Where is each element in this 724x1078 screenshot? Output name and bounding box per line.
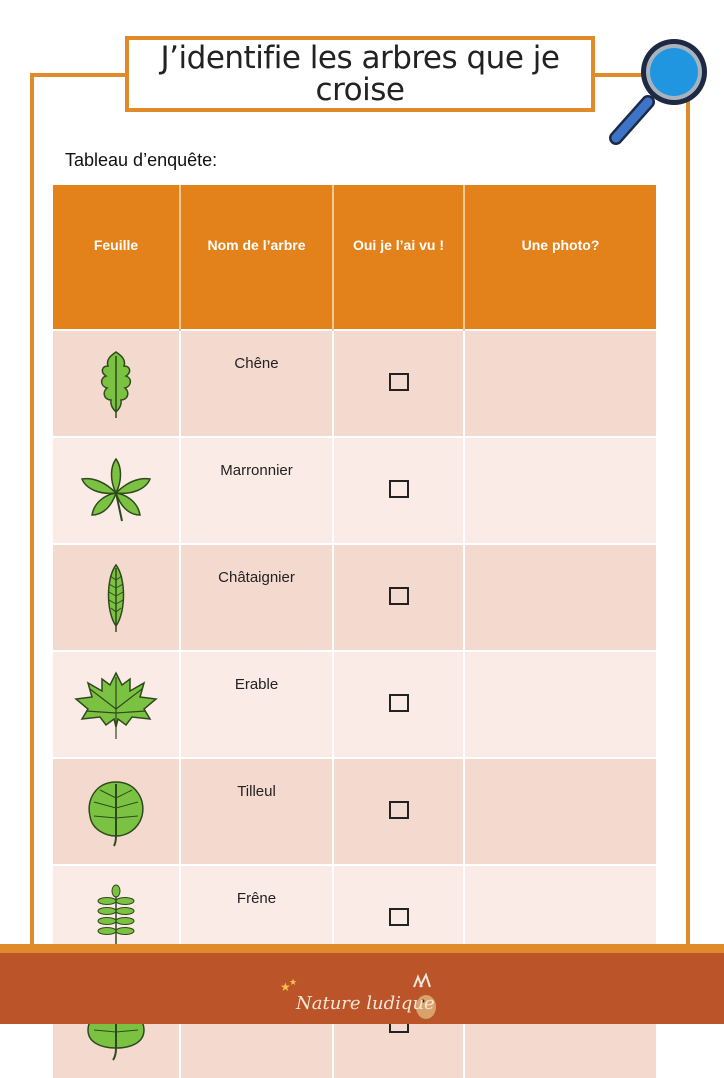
seen-checkbox[interactable] — [389, 801, 409, 819]
chestnut-horse-leaf-icon — [70, 455, 162, 527]
photo-cell[interactable] — [464, 437, 656, 544]
svg-text:★: ★ — [289, 978, 298, 988]
seen-cell — [333, 544, 464, 651]
footer-bar — [0, 944, 724, 1024]
page-title: J’identifie les arbres que je croise — [160, 40, 560, 108]
seen-cell — [333, 651, 464, 758]
leaf-cell — [53, 544, 180, 651]
seen-cell — [333, 330, 464, 437]
seen-cell — [333, 758, 464, 865]
photo-cell[interactable] — [464, 544, 656, 651]
column-header-photo: Une photo? — [464, 185, 656, 330]
photo-cell[interactable] — [464, 330, 656, 437]
tree-name-cell: Frêne — [180, 865, 333, 972]
brand-logo — [280, 973, 450, 1023]
table-row — [53, 651, 656, 758]
column-header-seen: Oui je l’ai vu ! — [333, 185, 464, 330]
table-subtitle: Tableau d’enquête: — [65, 150, 218, 170]
brand-name: Nature ludique — [296, 993, 435, 1014]
photo-cell[interactable] — [464, 651, 656, 758]
seen-checkbox[interactable] — [389, 480, 409, 498]
table-row — [53, 544, 656, 651]
leaf-cell — [53, 651, 180, 758]
leaf-cell — [53, 330, 180, 437]
seen-checkbox[interactable] — [389, 373, 409, 391]
seen-cell — [333, 437, 464, 544]
table-row — [53, 330, 656, 437]
tree-name-cell: Erable — [180, 651, 333, 758]
maple-leaf-icon — [70, 669, 162, 741]
seen-checkbox[interactable] — [389, 694, 409, 712]
column-header-leaf: Feuille — [53, 185, 180, 330]
column-header-tree-name: Nom de l’arbre — [180, 185, 333, 330]
table-header-row — [53, 185, 656, 330]
tree-name-cell: Marronnier — [180, 437, 333, 544]
tree-name-cell: Chêne — [180, 330, 333, 437]
seen-checkbox[interactable] — [389, 908, 409, 926]
sweet-chestnut-leaf-icon — [70, 562, 162, 634]
leaf-cell — [53, 437, 180, 544]
magnifier-icon — [596, 34, 716, 154]
table-row — [53, 437, 656, 544]
seen-checkbox[interactable] — [389, 587, 409, 605]
oak-leaf-icon — [70, 348, 162, 420]
tree-name-cell: Châtaignier — [180, 544, 333, 651]
title-box — [125, 36, 595, 112]
svg-text:★: ★ — [280, 980, 291, 994]
tree-name-cell: Tilleul — [180, 758, 333, 865]
leaf-cell — [53, 758, 180, 865]
table-row — [53, 758, 656, 865]
linden-leaf-icon — [70, 776, 162, 848]
photo-cell[interactable] — [464, 758, 656, 865]
